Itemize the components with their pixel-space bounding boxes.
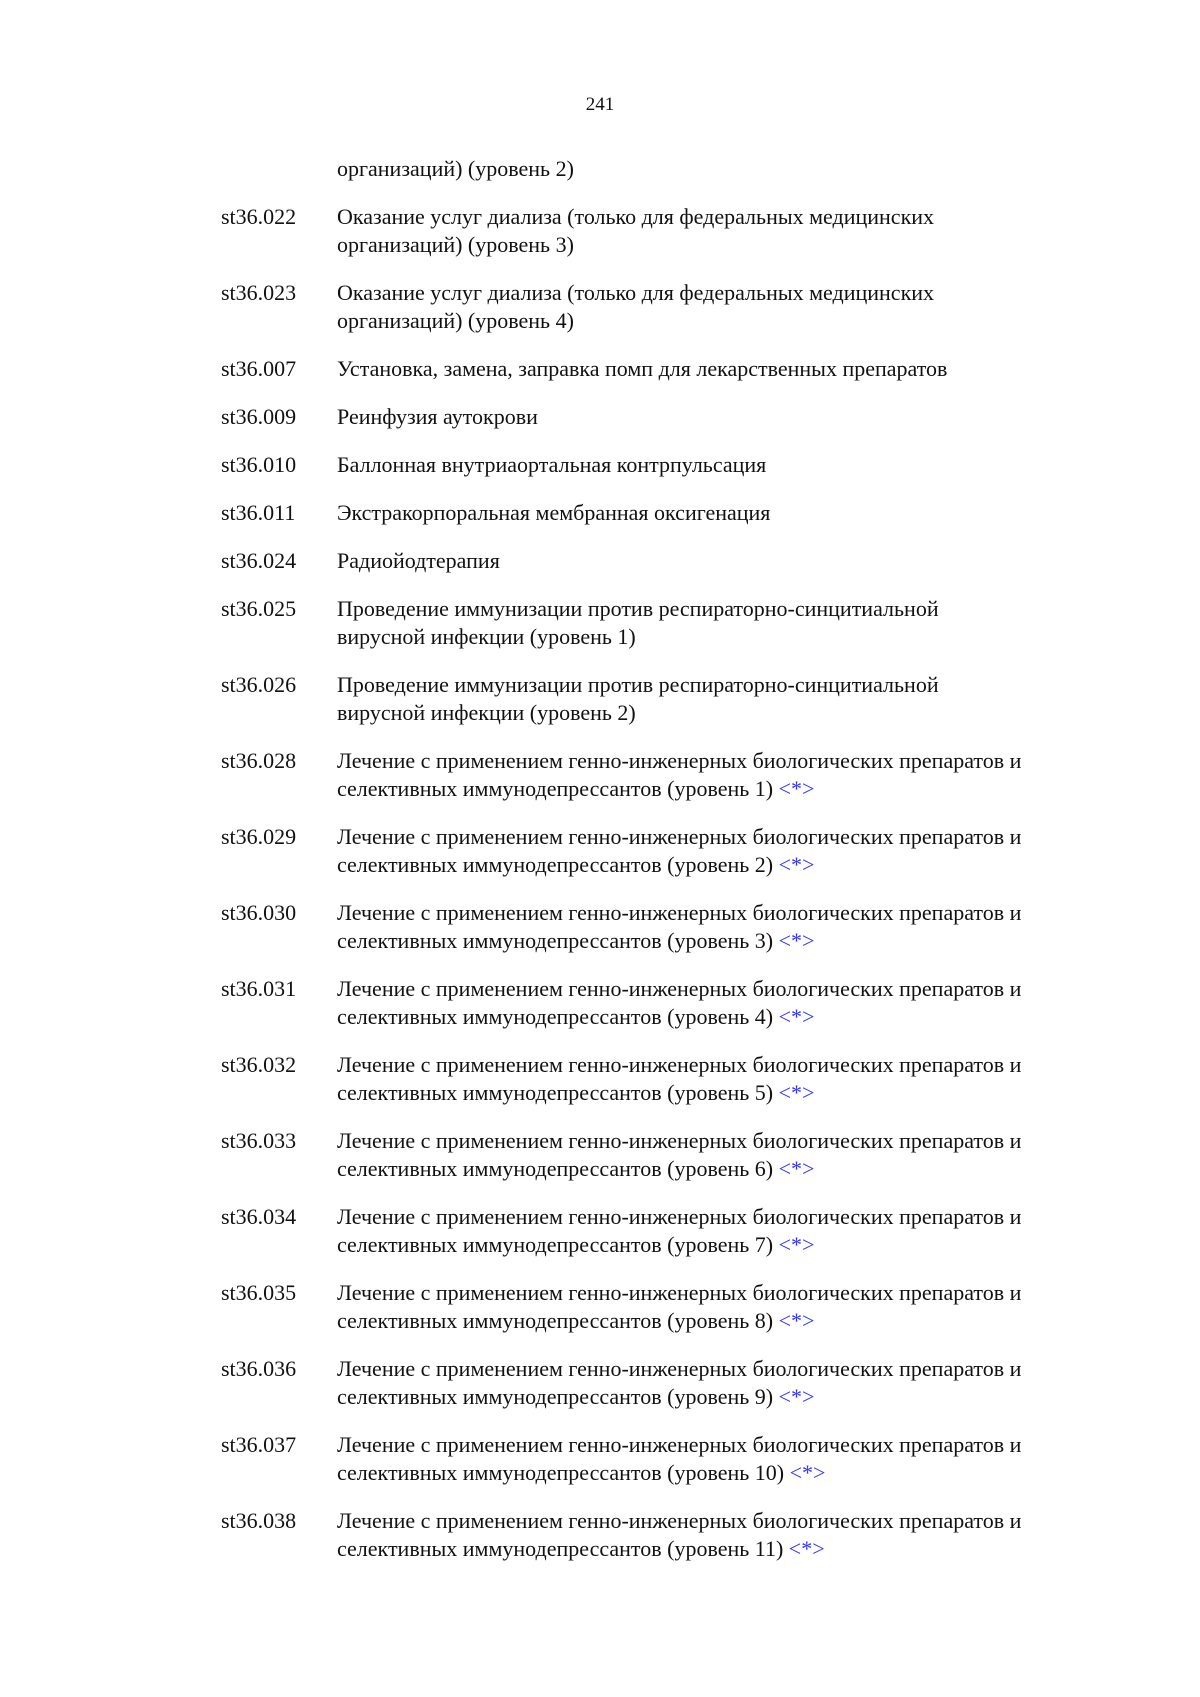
description-text: селективных иммунодепрессантов (уровень 2) — [337, 852, 774, 877]
description-line — [337, 1383, 1107, 1411]
description-line — [337, 1431, 1107, 1459]
description-text: селективных иммунодепрессантов (уровень 8) — [337, 1308, 774, 1333]
description-line — [337, 547, 1107, 575]
footnote-link[interactable]: <*> — [778, 1308, 815, 1333]
entry-row — [0, 203, 1200, 259]
footnote-link[interactable]: <*> — [778, 776, 815, 801]
entry-list — [0, 203, 1200, 1563]
description-line — [337, 1507, 1107, 1535]
description-line — [337, 499, 1107, 527]
description-text: организаций) (уровень 3) — [337, 232, 574, 257]
description-text: Оказание услуг диализа (только для федеральных медицинских — [337, 280, 935, 305]
description-line — [337, 1127, 1107, 1155]
description-line — [337, 1355, 1107, 1383]
description-line — [337, 595, 1107, 623]
entry-row — [0, 671, 1200, 727]
description-text: Лечение с применением генно-инженерных биологических препаратов и — [337, 1204, 1022, 1229]
description-line — [337, 403, 1107, 431]
footnote-link[interactable]: <*> — [789, 1460, 826, 1485]
description-line — [337, 671, 1107, 699]
description-text: Лечение с применением генно-инженерных биологических препаратов и — [337, 1128, 1022, 1153]
entry-code: st36.010 — [221, 452, 297, 477]
continuation-line — [0, 155, 1200, 183]
entry-code: st36.007 — [221, 356, 297, 381]
description-line — [337, 231, 1107, 259]
description-line — [337, 1079, 1107, 1107]
footnote-link[interactable]: <*> — [778, 852, 815, 877]
footnote-link[interactable]: <*> — [778, 1004, 815, 1029]
description-line — [337, 1535, 1107, 1563]
description-line — [337, 851, 1107, 879]
entry-row — [0, 899, 1200, 955]
description-text: вирусной инфекции (уровень 2) — [337, 700, 636, 725]
entry-row — [0, 595, 1200, 651]
description-text: организаций) (уровень 4) — [337, 308, 574, 333]
entry-description — [337, 671, 1107, 727]
entry-description — [337, 823, 1107, 879]
description-line — [337, 279, 1107, 307]
entry-code: st36.011 — [221, 500, 296, 525]
description-text: Лечение с применением генно-инженерных биологических препаратов и — [337, 1052, 1022, 1077]
footnote-link[interactable]: <*> — [778, 1080, 815, 1105]
entry-description — [337, 1507, 1107, 1563]
description-line — [337, 1279, 1107, 1307]
description-line — [337, 775, 1107, 803]
description-text: Лечение с применением генно-инженерных биологических препаратов и — [337, 1280, 1022, 1305]
description-line — [337, 1003, 1107, 1031]
description-text: Лечение с применением генно-инженерных биологических препаратов и — [337, 748, 1022, 773]
document-body — [0, 155, 1200, 1583]
description-line — [337, 1051, 1107, 1079]
entry-code: st36.037 — [221, 1432, 297, 1457]
entry-description — [337, 1279, 1107, 1335]
description-line — [337, 623, 1107, 651]
entry-description — [337, 547, 1107, 575]
entry-code: st36.031 — [221, 976, 297, 1001]
description-text: Экстракорпоральная мембранная оксигенация — [337, 500, 771, 525]
entry-row — [0, 975, 1200, 1031]
entry-row — [0, 451, 1200, 479]
description-line — [337, 975, 1107, 1003]
entry-description — [337, 499, 1107, 527]
description-line — [337, 699, 1107, 727]
entry-row — [0, 279, 1200, 335]
description-text: Оказание услуг диализа (только для федеральных медицинских — [337, 204, 935, 229]
footnote-link[interactable]: <*> — [778, 928, 815, 953]
description-text: селективных иммунодепрессантов (уровень 3) — [337, 928, 774, 953]
entry-description — [337, 203, 1107, 259]
description-text: Лечение с применением генно-инженерных биологических препаратов и — [337, 976, 1022, 1001]
footnote-link[interactable]: <*> — [778, 1384, 815, 1409]
description-text: Лечение с применением генно-инженерных биологических препаратов и — [337, 1356, 1022, 1381]
description-line — [337, 355, 1107, 383]
entry-description — [337, 747, 1107, 803]
description-text: Проведение иммунизации против респираторно-синцитиальной — [337, 672, 939, 697]
description-line — [337, 1231, 1107, 1259]
entry-code: st36.028 — [221, 748, 297, 773]
footnote-link[interactable]: <*> — [788, 1536, 825, 1561]
description-text: селективных иммунодепрессантов (уровень 4) — [337, 1004, 774, 1029]
entry-description — [337, 1203, 1107, 1259]
entry-description — [337, 1127, 1107, 1183]
entry-code: st36.009 — [221, 404, 297, 429]
entry-code: st36.022 — [221, 204, 297, 229]
continuation-text: организаций) (уровень 2) — [337, 156, 574, 181]
entry-code: st36.035 — [221, 1280, 297, 1305]
description-text: Лечение с применением генно-инженерных биологических препаратов и — [337, 1508, 1022, 1533]
entry-description — [337, 355, 1107, 383]
entry-row — [0, 1127, 1200, 1183]
description-text: Баллонная внутриаортальная контрпульсация — [337, 452, 767, 477]
footnote-link[interactable]: <*> — [778, 1156, 815, 1181]
description-text: Лечение с применением генно-инженерных биологических препаратов и — [337, 900, 1022, 925]
entry-description — [337, 1355, 1107, 1411]
description-line — [337, 899, 1107, 927]
description-text: Лечение с применением генно-инженерных биологических препаратов и — [337, 824, 1022, 849]
description-text: вирусной инфекции (уровень 1) — [337, 624, 636, 649]
entry-code: st36.025 — [221, 596, 297, 621]
entry-code: st36.029 — [221, 824, 297, 849]
description-text: Реинфузия аутокрови — [337, 404, 538, 429]
description-line — [337, 927, 1107, 955]
description-text: селективных иммунодепрессантов (уровень 1) — [337, 776, 774, 801]
description-line — [337, 1155, 1107, 1183]
entry-code: st36.030 — [221, 900, 297, 925]
description-text: селективных иммунодепрессантов (уровень 7) — [337, 1232, 774, 1257]
entry-description — [337, 595, 1107, 651]
entry-code: st36.038 — [221, 1508, 297, 1533]
description-text: селективных иммунодепрессантов (уровень 9) — [337, 1384, 774, 1409]
entry-row — [0, 1355, 1200, 1411]
entry-row — [0, 823, 1200, 879]
description-text: селективных иммунодепрессантов (уровень 6) — [337, 1156, 774, 1181]
entry-code: st36.032 — [221, 1052, 297, 1077]
description-line — [337, 747, 1107, 775]
description-line — [337, 823, 1107, 851]
entry-description — [337, 975, 1107, 1031]
description-line — [337, 451, 1107, 479]
entry-code: st36.023 — [221, 280, 297, 305]
entry-row — [0, 1279, 1200, 1335]
entry-row — [0, 355, 1200, 383]
description-text: Проведение иммунизации против респираторно-синцитиальной — [337, 596, 939, 621]
description-line — [337, 307, 1107, 335]
entry-row — [0, 747, 1200, 803]
entry-code: st36.036 — [221, 1356, 297, 1381]
entry-row — [0, 547, 1200, 575]
description-line — [337, 203, 1107, 231]
entry-code: st36.026 — [221, 672, 297, 697]
description-text: Установка, замена, заправка помп для лекарственных препаратов — [337, 356, 948, 381]
entry-description — [337, 279, 1107, 335]
entry-row — [0, 1431, 1200, 1487]
entry-row — [0, 403, 1200, 431]
entry-description — [337, 1431, 1107, 1487]
entry-description — [337, 451, 1107, 479]
description-text: Радиойодтерапия — [337, 548, 500, 573]
description-text: Лечение с применением генно-инженерных биологических препаратов и — [337, 1432, 1022, 1457]
entry-row — [0, 1203, 1200, 1259]
entry-row — [0, 1051, 1200, 1107]
entry-description — [337, 403, 1107, 431]
entry-row — [0, 499, 1200, 527]
description-text: селективных иммунодепрессантов (уровень 5) — [337, 1080, 774, 1105]
entry-row — [0, 1507, 1200, 1563]
entry-code: st36.033 — [221, 1128, 297, 1153]
page-number: 241 — [585, 94, 615, 115]
entry-description — [337, 1051, 1107, 1107]
entry-code: st36.034 — [221, 1204, 297, 1229]
description-line — [337, 1203, 1107, 1231]
description-line — [337, 1307, 1107, 1335]
footnote-link[interactable]: <*> — [778, 1232, 815, 1257]
description-text: селективных иммунодепрессантов (уровень 11) — [337, 1536, 784, 1561]
entry-code: st36.024 — [221, 548, 297, 573]
entry-description — [337, 899, 1107, 955]
description-text: селективных иммунодепрессантов (уровень 10) — [337, 1460, 785, 1485]
description-line — [337, 1459, 1107, 1487]
